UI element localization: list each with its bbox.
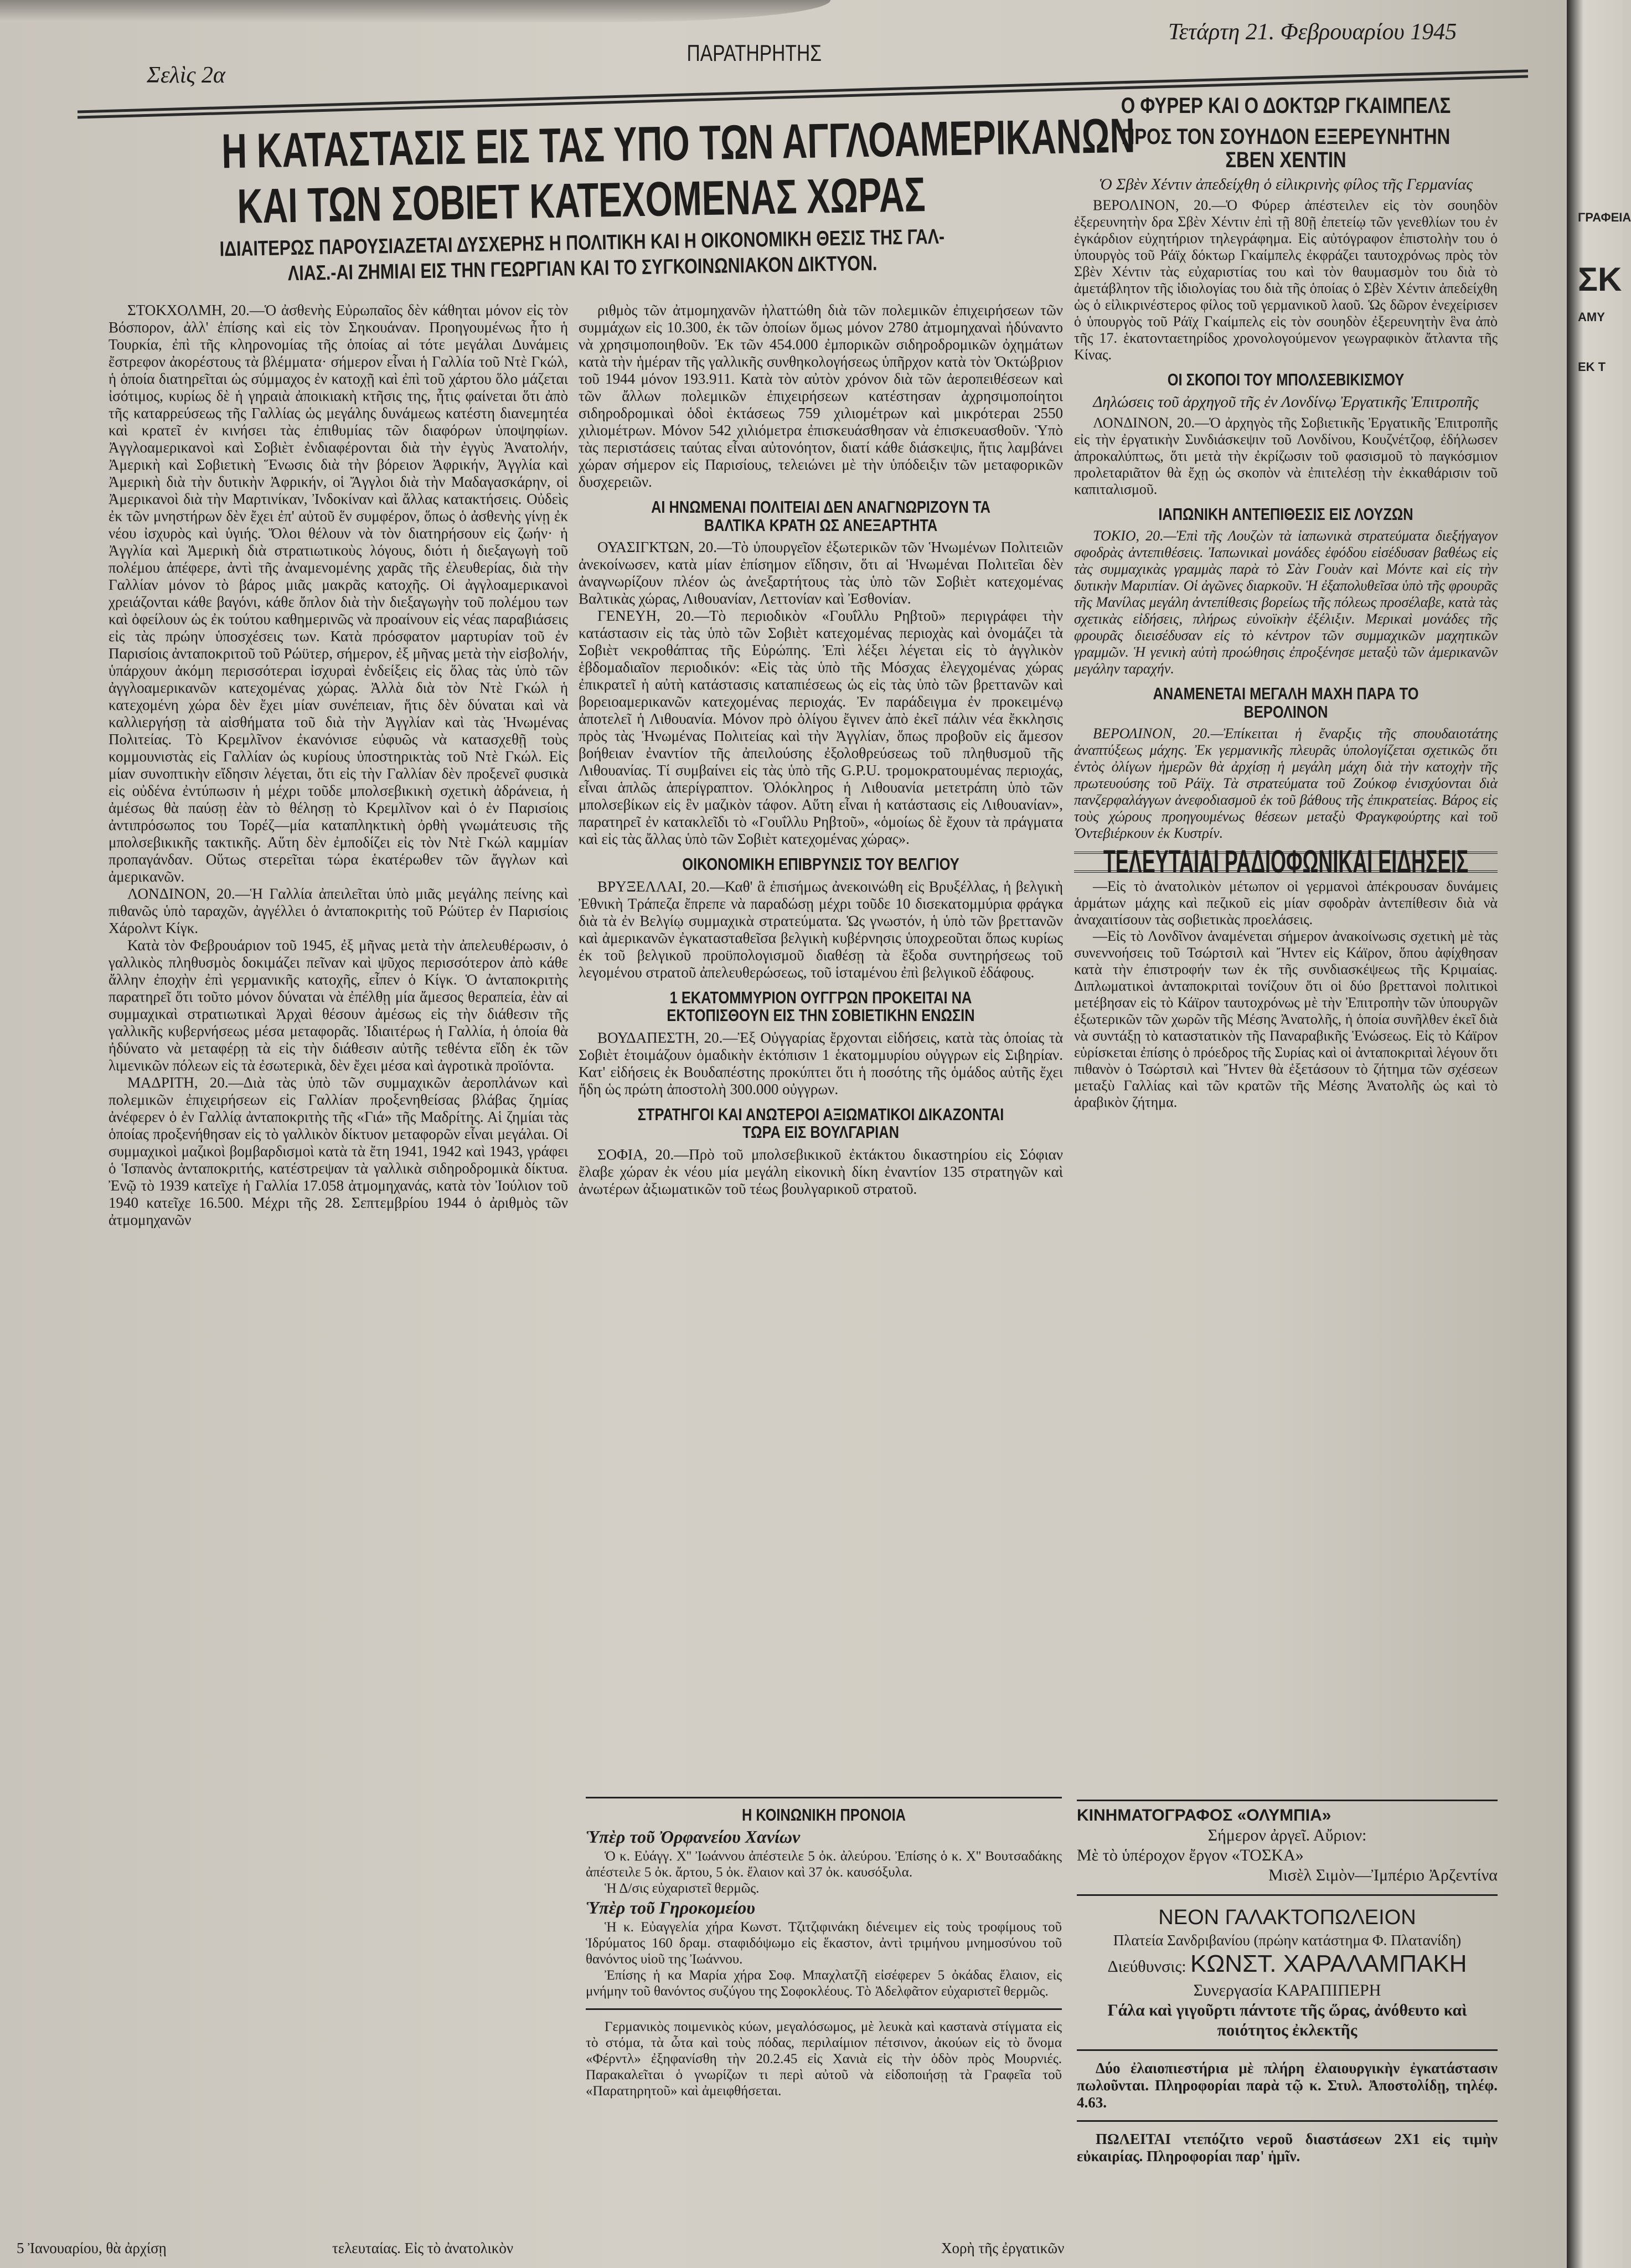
edge-fragment: ΓΡΑΦΕΙΑ — [1578, 210, 1631, 224]
oil-press-ad: Δύο ἐλαιοπιεστήρια μὲ πλήρη ἐλαιουργικὴν ἐγκατάστασιν πωλοῦνται. Πληροφορίαι παρὰ τῷ κ. Στυλ. Ἀποστολίδῃ, τηλέφ. 4.63. — [1077, 2060, 1498, 2111]
nursing-home-subtitle: Ὑπὲρ τοῦ Γηροκομείου — [586, 1897, 755, 1918]
article-paragraph: ΣΤΟΚΧΟΛΜΗ, 20.—Ὁ ἀσθενὴς Εὐρωπαῖος δὲν κάθηται μόνον εἰς τὸν Βόσπορον, ἀλλ' ἐπίσης καὶ εἰς τὸν Σηκουάναν. Προηγουμένως ἦτο ἡ Τουρκία, ἐπὶ τῆς κληρονομίας τῆς ὁποίας αἱ τότε μεγάλαι Δυνάμεις ἔστρεφον ἀκορέστους τὰ βλέμματα· σήμερον εἶναι ἡ Γαλλία τοῦ Ντὲ Γκώλ, ἡ ὁποία διατηρεῖται ὡς σύμμαχος ἐν κατοχῇ καὶ ἐπὶ τοῦ χάρτου ὅλο μάζεται ἰσότιμος, κυρίως δὲ ἡ γηραιὰ ἀποικιακὴ κτῆσις της, ἧτις φαίνεται ὅτι ἀπὸ τῆς καταρρεύσεως τῆς Γαλλίας ὡς μεγάλης δυνάμεως κατέστη διανεμητέα καὶ κρατεῖ ἐν κινήσει τὰς ἐπιθυμίας τῶν διαφόρων ὑποψηφίων. Ἀγγλοαμερικανοὶ καὶ Σοβιὲτ ἐνδιαφέρονται διὰ τὴν ἐγγὺς Ἀνατολήν, Ἀμερικὴ καὶ Σοβιετικὴ Ἕνωσις διὰ τὴν βόρειον Ἀφρικήν, Ἀγγλία καὶ Ἀμερικὴ διὰ τὴν δυτικὴν Ἀφρικήν, οἱ Ἄγγλοι διὰ τὴν Μαδαγασκάρην, οἱ Ἀμερικανοὶ διὰ τὴν Μαρτινίκαν, Ἰνδοκίναν καὶ ἄλλας κατακτήσεις. Οὐδεὶς ἐκ τῶν μνηστήρων δὲν ἔχει ἐπ' αὐτοῦ ἕν συμφέρον, ὅπως ὁ ἀσθενὴς γίνῃ ἐκ νέου ἰσχυρὸς καὶ ὑγιής. Ὅλοι θέλουν νὰ τὸν διατηρήσουν εἰς ζωήν· ἡ Ἀγγλία καὶ Ἀμερικὴ διὰ στρατιωτικοὺς λόγους, διότι ἡ διεξαγωγὴ τοῦ πολέμου ἀπέφερε, ἀντὶ τῆς ἀναμενομένης χαρᾶς τῆς ἐλευθερίας, διὰ τὴν Γαλλίαν μόνον τὸ βάρος μιᾶς μακρᾶς κατοχῆς. Οἱ ἀγγλοαμερικανοὶ χρειάζονται κάθε βαγόνι, κάθε ὄπλον διὰ τὴν διεξαγωγὴν τοῦ πολέμου των καὶ ὀφείλουν ὡς ἐκ τούτου καθημερινῶς νὰ προαίνουν εἰς νέας παραβιάσεις εἰς τὰς πρώην ὑποσχέσεις των. Κατὰ πρόσφατον μαρτυρίαν τοῦ ἐν Παρισίοις ἀνταποκριτοῦ τοῦ Ρώϋτερ, σήμερον, ἐξ μῆνας μετὰ τὴν εἰσβολήν, ὑπάρχουν ἀκόμη περισσότεραι ἰσχυραὶ ἐνδείξεις εἰς ὅλας τὰς ὑπὸ τῶν ἀγγλοαμερικανῶν κατεχομένας χώρας. Ἀλλὰ διὰ τὸν Ντὲ Γκώλ ἡ κατεχομένη χώρα δὲν ἔχει μίαν συνέπειαν, ἥτις δὲν δύναται καὶ νὰ καλλιεργήσῃ τὰ αἰσθήματα τοῦ διὰ τὴν Ἀγγλίαν καὶ τὰς Ἡνωμένας Πολιτείας. Τὸ Κρεμλῖνον ἐκανόνισε εὐφυῶς νὰ κατασχεθῇ τοὺς κομμουνιστὰς εἰς Γαλλίαν ὡς κυρίους ὑποστηρικτὰς τοῦ Ντὲ Γκώλ. Εἰς μίαν συνοπτικὴν εἴδησιν λέγεται, ὅτι εἰς τὴν Γαλλίαν δὲν προξενεῖ φυσικὰ εἰς οὐδένα ἐντύπωσιν ἡ μέχρι τοῦδε μπολσεβικικὴ σχετικὴ ἀδράνεια, ἡ ἀμέσως θὰ παύσῃ ἐὰν τὸ θέλησῃ τὸ Κρεμλῖνον καὶ ὁ ἐν Παρισίοις ἀντιπρόσωπος του Τορέζ—μία καταπληκτικὴ ὀρθὴ γνωμάτευσις τῆς μπολσεβικικῆς τακτικῆς. Αὕτη δὲν ἐμποδίζει εἰς τὸν Ντὲ Γκώλ καμμίαν προπαγάνδαν. Οὕτως στερεῖται τώρα ἑκατέρωθεν τῶν ἄγγλων καὶ ἀμερικανῶν. — [109, 302, 568, 885]
bottom-fragment: τελευταίας. Εἰς τὸ ἀνατολικὸν — [332, 2240, 514, 2256]
article-paragraph: ΣΟΦΙΑ, 20.—Πρὸ τοῦ μπολσεβικικοῦ ἐκτάκτου δικαστηρίου εἰς Σόφιαν ἔλαβε χώραν ἐκ νέου μία μεγάλη εἰκονικὴ δίκη ἐναντίον 135 στρατηγῶν καὶ ἀνωτέρων ἀξιωματικῶν τοῦ τέως βουλγαρικοῦ στρατοῦ. — [579, 1146, 1063, 1197]
dairy-title: ΝΕΟΝ ΓΑΛΑΚΤΟΠΩΛΕΙΟΝ — [1158, 1906, 1416, 1929]
article-paragraph: ΒΕΡΟΛΙΝΟΝ, 20.—Ὁ Φύρερ ἀπέστειλεν εἰς τὸν σουηδὸν ἐξερευνητὴν δρα Σβὲν Χέντιν ἐπὶ τῇ 80ῇ ἐπετείῳ τῶν γενεθλίων του ἐν ἐγκάρδιον εὐχητήριον τηλεγράφημα. Εἰς αὐτόγραφον ἐπιστολὴν του ὁ ὑπουργὸς τοῦ Ράϊχ δόκτωρ Γκαίμπελς ἐκφράζει ταυτοχρόνως πρὸς τὸν Σβὲν Χέντιν τὰς εὐχαριστίας του καὶ τὸν θαυμασμὸν του διὰ τὸ ἀμετάβλητον τῆς ἰδιολογίας του διὰ τῆς ὁποίας ὁ Σβὲν Χέντιν ἀπεδείχθη ὡς ὁ εἰλικρινέστερος φίλος τοῦ γερμανικοῦ λαοῦ. Ὡς δῶρον ἐνεχείρισεν ὁ ὑπουργὸς τοῦ Ράϊχ Γκαίμπελς εἰς τὸν σουηδὸν ἐξερευνητὴν ἓνα ἀπὸ τῆς 17. ἑκατονταετηρίδος χρονολογούμενον γεωγραφικὸν ἄτλαντα τῆς Κίνας. — [1074, 197, 1498, 363]
dairy-slogan: Γάλα καὶ γιγοῦρτι πάντοτε τῆς ὥρας, ἀνόθευτο καὶ ποιότητος ἐκλεκτῆς — [1107, 2001, 1467, 2039]
bottom-fragment: Χορὴ τῆς ἐργατικῶν — [941, 2240, 1065, 2256]
cinema-title: ΚΙΝΗΜΑΤΟΓΡΑΦΟΣ «ΟΛΥΜΠΙΑ» — [1077, 1806, 1331, 1824]
orphanage-subtitle: Ὑπὲρ τοῦ Ὀρφανείου Χανίων — [586, 1826, 801, 1847]
main-headline-line-1: Η ΚΑΤΑΣΤΑΣΙΣ ΕΙΣ ΤΑΣ ΥΠΟ ΤΩΝ ΑΓΓΛΟΑΜΕΡΙΚΑΝΩΝ — [221, 107, 1136, 179]
donation-text: Ἡ κ. Εὐαγγελία χήρα Κωνστ. Τζιτζιφινάκη διένειμεν εἰς τοὺς τροφίμους τοῦ Ἱδρύματος 160 δραμ. σταφιδόψωμο εἰς ἕκαστον, ἀντὶ τριμήνου μνημοσύνου τοῦ θανόντος υἱοῦ της Ἰωάννου. — [586, 1919, 1062, 1967]
radio-news-item: —Εἰς τὸ ἀνατολικὸν μέτωπον οἱ γερμανοὶ ἀπέκρουσαν δυνάμεις ἁρμάτων μάχης καὶ πεζικοῦ εἰς μίαν σφοδρὰν ἀντεπίθεσιν διὰ νὰ ἀναχαιτίσουν τὰς σοβιετικὰς προελάσεις. — [1074, 878, 1498, 928]
fuhrer-headline-2: ΠΡΟΣ ΤΟΝ ΣΟΥΗΔΟΝ ΕΞΕΡΕΥΝΗΤΗΝ ΣΒΕΝ ΧΕΝΤΙΝ — [1121, 125, 1451, 172]
page-number: Σελὶς 2α — [147, 63, 225, 88]
fuhrer-headline-1: Ο ΦΥΡΕΡ ΚΑΙ Ο ΔΟΚΤΩΡ ΓΚΑΙΜΠΕΛΣ — [1121, 94, 1451, 118]
social-welfare-title: Η ΚΟΙΝΩΝΙΚΗ ΠΡΟΝΟΙΑ — [741, 1805, 906, 1824]
dairy-address: Πλατεία Σανδριβανίου (πρώην κατάστημα Φ. Πλατανίδη) — [1113, 1932, 1462, 1949]
article-paragraph: ΛΟΝΔΙΝΟΝ, 20.—Ἡ Γαλλία ἀπειλεῖται ὑπὸ μιᾶς μεγάλης πείνης καὶ πιθανῶς ὑπὸ ταραχῶν, ἀγγέλλει ὁ ἀνταποκριτὴς τοῦ Ρώϋτερ ἐν Παρισίοις Χάρολντ Κίγκ. — [109, 885, 568, 936]
classified-ads — [1077, 1800, 1498, 2238]
donation-text: Ὁ κ. Εὐάγγ. Χ'' Ἰωάννου ἀπέστειλε 5 ὀκ. ἀλεύρου. Ἐπίσης ὁ κ. Χ'' Βουτσαδάκης ἀπέστειλε 5 ὀκ. ἄρτου, 5 ὀκ. ἔλαιον καὶ 37 ὀκ. καυσόξυλα. — [586, 1848, 1062, 1880]
main-article-column — [109, 302, 568, 2229]
berlin-headline: ΑΝΑΜΕΝΕΤΑΙ ΜΕΓΑΛΗ ΜΑΧΗ ΠΑΡΑ ΤΟ ΒΕΡΟΛΙΝΟΝ — [1153, 684, 1419, 721]
main-subhead-line-1: ΙΔΙΑΙΤΕΡΩΣ ΠΑΡΟΥΣΙΑΖΕΤΑΙ ΔΥΣΧΕΡΗΣ Η ΠΟΛΙΤΙΚΗ ΚΑΙ Η ΟΙΚΟΝΟΜΙΚΗ ΘΕΣΙΣ ΤΗΣ ΓΑΛ- — [219, 225, 945, 261]
article-paragraph: ΤΟΚΙΟ, 20.—Ἐπὶ τῆς Λουζὼν τὰ ἰαπωνικὰ στρατεύματα διεξήγαγον σφοδρὰς ἀντεπιθέσεις. Ἰαπωνικαὶ μονάδες ἐφόδου εἰσέδυσαν βαθέως εἰς τὰς συμμαχικὰς γραμμὰς παρὰ τὸ Σὰν Γουὰν καὶ Μόντε καὶ εἰς τὴν δυτικὴν Μαριπίαν. Οἱ ἀγῶνες διαρκοῦν. Ἡ ἐξαπολυθεῖσα ὑπὸ τῆς φρουρᾶς τῆς Μανίλας μεγάλη ἀντεπίθεσις βορείως τῆς πόλεως προσέλαβε, κατὰ τὰς σχετικὰς εἰδήσεις, πλήρως εὐνοϊκὴν ἐξέλιξιν. Μερικαὶ μονάδες τῆς φρουρᾶς διεισέδυσαν εἰς τὸ κέντρον τῶν συμμαχικῶν μαχητικῶν γραμμῶν. Ἡ γενικὴ αὐτὴ προώθησις ἐπροξένησε μεταξὺ τῶν ἀμερικανῶν μεγάλην ταραχήν. — [1074, 528, 1498, 677]
right-column — [1074, 94, 1498, 1794]
bolshevism-subtitle: Δηλώσεις τοῦ ἀρχηγοῦ τῆς ἐν Λονδίνῳ Ἐργατικῆς Ἐπιτροπῆς — [1093, 393, 1479, 411]
main-headline-block — [82, 107, 1136, 290]
bolshevism-headline: ΟΙ ΣΚΟΠΟΙ ΤΟΥ ΜΠΟΛΣΕΒΙΚΙΣΜΟΥ — [1167, 370, 1405, 389]
edge-fragment: ΑΜΥ — [1578, 310, 1605, 324]
divider — [1077, 2120, 1498, 2122]
radio-news-headline: ΤΕΛΕΥΤΑΙΑΙ ΡΑΔΙΟΦΩΝΙΚΑΙ ΕΙΔΗΣΕΙΣ — [1103, 844, 1469, 880]
radio-news-banner — [1074, 844, 1498, 880]
article-paragraph: ΓΕΝΕΥΗ, 20.—Τὸ περιοδικὸν «Γουΐλλυ Ρηβτοῦ» περιγράφει τὴν κατάστασιν εἰς τὰς ὑπὸ τῶν Σοβιὲτ κατεχομένας περιοχὰς καὶ ὀνομάζει τὰ Σοβιὲτ νεκροθάπτας τῆς Εὐρώπης. Ἐπὶ λέξει λέγεται εἰς τὸ ἀγγλικὸν ἑβδομαδιαῖον περιοδικόν: «Εἰς τὰς ὑπὸ τῆς Μόσχας ἐλεγχομένας χώρας ἐπικρατεῖ ἡ αὐτὴ κατάστασις καταπιέσεως ὡς εἰς τὰς ὑπὸ τῶν βρεττανῶν καὶ βορειοαμερικανῶν κατεχομένας περιοχάς. Ἐν παράδειγμα ἐν προκειμένῳ ἀποτελεῖ ἡ Λιθουανία. Μόνον πρὸ ὀλίγου ἔγινεν ἀπὸ ἐκεῖ πάλιν νέα ἔκκλησις πρὸς τὰς Ἡνωμένας Πολιτείας καὶ τὴν Ἀγγλίαν, ὅπως προβοῦν εἰς ἄμεσον βοήθειαν ἐναντίον τῆς ἀπειλούσης ἐξολοθρεύσεως τοῦ πληθυσμοῦ τῆς Λιθουανίας. Τί συμβαίνει εἰς τὰς ὑπὸ τῆς G.P.U. τρομοκρατουμένας περιοχάς, εἶναι ἁπλῶς ἀπερίγραπτον. Ὁλόκληρος ἡ Λιθουανία μετετράπη ὑπὸ τῶν μπολσεβίκων εἰς ἓν μαζικὸν τάφον. Αὕτη εἶναι ἡ κατάστασις εἰς Λιθουανίαν», παρατηρεῖ ἐν κατακλεῖδι τὸ «Γουΐλλυ Ρηβτοῦ», «ὁμοίως δὲ ἔχουν τὰ πράγματα καὶ εἰς τὰς ἄλλας ὑπὸ τῶν Σοβιὲτ κατεχομένας χώρας». — [579, 607, 1063, 848]
section-headline: ΑΙ ΗΝΩΜΕΝΑΙ ΠΟΛΙΤΕΙΑΙ ΔΕΝ ΑΝΑΓΝΩΡΙΖΟΥΝ ΤΑ ΒΑΛΤΙΚΑ ΚΡΑΤΗ ΩΣ ΑΝΕΞΑΡΤΗΤΑ — [651, 497, 990, 535]
section-headline: ΟΙΚΟΝΟΜΙΚΗ ΕΠΙΒΡΥΝΣΙΣ ΤΟΥ ΒΕΛΓΙΟΥ — [682, 854, 959, 874]
divider — [1077, 2049, 1498, 2051]
fuhrer-subtitle: Ὁ Σβὲν Χέντιν ἀπεδείχθη ὁ εἰλικρινὴς φίλος τῆς Γερμανίας — [1098, 176, 1473, 193]
section-headline: ΣΤΡΑΤΗΓΟΙ ΚΑΙ ΑΝΩΤΕΡΟΙ ΑΞΙΩΜΑΤΙΚΟΙ ΔΙΚΑΖΟΝΤΑΙ ΤΩΡΑ ΕΙΣ ΒΟΥΛΓΑΡΙΑΝ — [637, 1104, 1004, 1142]
article-paragraph: ΒΟΥΔΑΠΕΣΤΗ, 20.—Ἐξ Οὐγγαρίας ἔρχονται εἰδήσεις, κατὰ τὰς ὁποίας τὰ Σοβιὲτ ἑτοιμάζουν ὁμαδικὴν ἐκτόπισιν 1 ἑκατομμυρίου οὐγγρων εἰς Σιβηρίαν. Κατ' εἰδήσεις ἐκ Βουδαπέστης προκύπτει ὅτι ἡ ποσότης τῆς ὁμάδος αὐτῆς ἔχει ἤδη ὡς πρώτη ἀποστολὴ 300.000 οὐγγρων. — [579, 1029, 1063, 1097]
cinema-line: Σήμερον ἀργεῖ. Αὔριον: — [1207, 1826, 1367, 1844]
bottom-fragment: 5 Ἰανουαρίου, θὰ ἀρχίσῃ — [17, 2240, 167, 2256]
middle-column — [579, 302, 1063, 1791]
dairy-management-label: Διεύθυνσις: — [1107, 1957, 1186, 1976]
scan-shadow — [0, 0, 830, 22]
edge-fragment: ΕΚ Τ — [1578, 360, 1606, 374]
divider — [1077, 1894, 1498, 1896]
social-welfare-box — [586, 1797, 1062, 2236]
edge-fragment: ΣΚ — [1578, 261, 1622, 298]
dairy-partner: Συνεργασία ΚΑΡΑΠΙΠΕΡΗ — [1193, 1981, 1381, 1999]
article-paragraph: ΜΑΔΡΙΤΗ, 20.—Διὰ τὰς ὑπὸ τῶν συμμαχικῶν ἀεροπλάνων καὶ πολεμικῶν ἐπιχειρήσεων εἰς Γαλλίαν προξενηθείσας βλάβας ζημίας ἀνέφερεν ὁ ἐν Γαλλίᾳ ἀνταποκριτὴς τῆς «Γιά» τῆς Μαδρίτης. Αἱ ζημίαι τὰς ὁποίας προξενήθησαν εἰς τὸ γαλλικὸν δίκτυον μεταφορῶν εἶναι μεγάλαι. Οἱ συμμαχικοὶ μαζικοὶ βομβαρδισμοὶ κατὰ τὰ ἔτη 1941, 1942 καὶ 1943, γράφει ὁ Ἱσπανὸς ἀνταποκριτής, κατέστρεψαν τὰ γαλλικὰ σιδηροδρομικὰ δίκτυα. Ἐνῷ τὸ 1939 κατεῖχε ἡ Γαλλία 17.058 ἀτμομηχανάς, κατὰ τὸν Ἰούλιον τοῦ 1940 κατεῖχε 16.500. Μέχρι τῆς 28. Σεπτεμβρίου 1944 ὁ ἀριθμὸς τῶν ἀτμομηχανῶν — [109, 1074, 568, 1228]
adjacent-page-edge — [1567, 0, 1631, 2268]
main-headline-line-2: ΚΑΙ ΤΩΝ ΣΟΒΙΕΤ ΚΑΤΕΧΟΜΕΝΑΣ ΧΩΡΑΣ — [236, 167, 926, 234]
article-paragraph: Κατὰ τὸν Φεβρουάριον τοῦ 1945, ἐξ μῆνας μετὰ τὴν ἀπελευθέρωσιν, ὁ γαλλικὸς πληθυσμὸς δοκιμάζει πεῖναν καὶ ψῦχος περισσότερον ἀπὸ κάθε ἄλλην ἐποχὴν ἐπὶ γερμανικῆς κατοχῆς, εἶπεν ὁ Κίγκ. Ὁ ἀνταποκριτὴς παρατηρεῖ ὅτι τοῦτο μόνον δύναται νὰ ἐπέλθῃ μία ἄμεσος θεραπεία, ἐὰν αἱ συμμαχικαὶ στρατιωτικαὶ Ἀρχαὶ θέσουν ἀμέσως εἰς τὴν διάθεσιν τῆς γαλλικῆς κυβερνήσεως μέσα μεταφορᾶς. Ἰδιαιτέρως ἡ Γαλλία, ἡ ὁποία θὰ ἠδύνατο νὰ μεταφέρῃ τὰ εἰς τὴν διάθεσιν αὐτῆς τεθέντα εἴδη ἐκ τῶν λιμενικῶν πόλεων εἰς τὰ ἐσωτερικὰ, δὲν ἔχει μέσα καὶ ἀγροτικὰ προϊόντα. — [109, 937, 568, 1074]
main-subhead-line-2: ΛΙΑΣ.-ΑΙ ΖΗΜΙΑΙ ΕΙΣ ΤΗΝ ΓΕΩΡΓΙΑΝ ΚΑΙ ΤΟ ΣΥΓΚΟΙΝΩΝΙΑΚΟΝ ΔΙΚΤΥΟΝ. — [287, 251, 878, 286]
cinema-cast: Μισὲλ Σιμὸν—Ἰμπέριο Ἀρζεντίνα — [1268, 1866, 1498, 1884]
article-paragraph: ΛΟΝΔΙΝΟΝ, 20.—Ὁ ἀρχηγὸς τῆς Σοβιετικῆς Ἐργατικῆς Ἐπιτροπῆς εἰς τὴν ἐργατικὴν Συνδιάσκεψιν τοῦ Λονδίνου, Κουζνέτζοφ, ἐδήλωσεν ἀπροκαλύπτως, ὅτι μετὰ τὴν ἐκρίζωσιν τοῦ φασισμοῦ τὸ παγκόσμιον προλεταριᾶτον θὰ ἔχῃ ὡς σκοπὸν νὰ ἐπιτελέσῃ τὴν ἐκκαθάρισιν τοῦ καπιταλισμοῦ. — [1074, 414, 1498, 497]
article-paragraph: ΟΥΑΣΙΓΚΤΩΝ, 20.—Τὸ ὑπουργεῖον ἐξωτερικῶν τῶν Ἡνωμένων Πολιτειῶν ἀνεκοίνωσεν, κατὰ μίαν ἐπίσημον εἴδησιν, ὅτι αἱ Ἡνωμέναι Πολιτεῖαι δὲν ἀναγνωρίζουν πλέον ὡς ἀνεξαρτήτους τὰς ὑπὸ τῶν Σοβιὲτ κατεχομένας Βαλτικὰς χώρας, Λιθουανίαν, Λεττονίαν καὶ Ἐσθονίαν. — [579, 539, 1063, 607]
dairy-management — [1077, 1950, 1498, 1981]
radio-news-item: —Εἰς τὸ Λονδῖνον ἀναμένεται σήμερον ἀνακοίνωσις σχετικὴ μὲ τὰς συνεννοήσεις τοῦ Τσώρτσιλ καὶ Ἤντεν εἰς Κάϊρον, ὅπου ἀφίχθησαν κατὰ τὴν ἐπιστροφήν των ἐκ τῆς συνδιασκέψεως τῆς Κριμαίας. Διπλωματικοὶ ἀνταποκριταὶ τονίζουν ὅτι οἱ δύο βρεττανοὶ πολιτικοὶ μετέβησαν εἰς τὸ Κάϊρον ταυτοχρόνως μὲ τὴν Ἐπιτροπὴν τῶν ὑπουργῶν ἐξωτερικῶν τῶν χωρῶν τῆς Μέσης Ἀνατολῆς, ἡ ὁποία συνῆλθεν ἐκεῖ διὰ νὰ συντάξῃ τὸ καταστατικὸν τῆς Παναραβικῆς Ἑνώσεως. Εἰς τὸ Κάϊρον εὑρίσκεται ἐπίσης ὁ πρόεδρος τῆς Συρίας καὶ οἱ ἀνταποκριταὶ λέγουν ὅτι πιθανὸν ὁ Τσώρτσιλ καὶ Ἤντεν θὰ ἐξετάσουν τὸ ζήτημα τῶν σχέσεων μεταξὺ Γαλλίας καὶ τῶν κρατῶν τῆς Μέσης Ἀνατολῆς ὡς καὶ τὸ ἀραβικὸν ζήτημα. — [1074, 928, 1498, 1111]
article-continuation: ριθμὸς τῶν ἀτμομηχανῶν ἠλαττώθη διὰ τῶν πολεμικῶν ἐπιχειρήσεων τῶν συμμάχων εἰς 10.300, ἐκ τῶν ὁποίων ὅμως μόνον 2780 ἀτμομηχαναὶ ἠδύναντο νὰ χρησιμοποιηθοῦν. Ἐκ τῶν 454.000 ἐμπορικῶν σιδηροδρομικῶν ὀχημάτων κατὰ τὴν ἡμέραν τῆς γαλλικῆς συνθηκολογήσεως ὑπῆρχον κατὰ τὸν Ὀκτώβριον τοῦ 1944 μόνον 193.911. Κατὰ τὸν αὐτὸν χρόνον διὰ τῶν ἀεροπειθέσεων καὶ τῶν ἄλλων πολεμικῶν ἐπιχειρήσεων κατέστησαν ἀχρησιμοποίητοι σιδηροδρομικαὶ ὁδοὶ ἐκτάσεως 759 χιλιομέτρων καὶ μικρότεραι 2550 χιλιομέτρων. Μόνον 542 χιλιόμετρα ἐπισκευάσθησαν νὰ ἐπισκευασθοῦν. Ὑπὸ τὰς περιστάσεις ταύτας εἶναι αὐτονόητον, διατί κάθε διάσκεψις, ἥτις λαμβάνει χώραν σήμερον εἰς Παρισίους, τελειώνει μὲ τὴν ὑπόδειξιν τῶν μεταφορικῶν δυσχερειῶν. — [579, 302, 1063, 490]
donation-text: Ἡ Δ/σις εὐχαριστεῖ θερμῶς. — [605, 1880, 760, 1896]
section-headline: 1 ΕΚΑΤΟΜΜΥΡΙΟΝ ΟΥΓΓΡΩΝ ΠΡΟΚΕΙΤΑΙ ΝΑ ΕΚΤΟΠΙΣΘΟΥΝ ΕΙΣ ΤΗΝ ΣΟΒΙΕΤΙΚΗΝ ΕΝΩΣΙΝ — [667, 987, 975, 1025]
lost-dog-notice: Γερμανικὸς ποιμενικὸς κύων, μεγαλόσωμος, μὲ λευκὰ καὶ καστανὰ στίγματα εἰς τὸ στόμα, τὰ ὦτα καὶ τοὺς πόδας, περιλαίμιον πέτσινον, ἀκούων εἰς τὸ ὄνομα «Φέρντλ» ἐξηφανίσθη τὴν 20.2.45 εἰς Χανιὰ εἰς τὴν ὁδὸν πρὸς Μουρνιές. Παρακαλεῖται ὁ γνωρίζων τι περὶ αὐτοῦ νὰ εἰδοποιήσῃ τὰ Γραφεῖα τοῦ «Παρατηρητοῦ» καὶ ἀμειφθήσεται. — [586, 2019, 1062, 2099]
luzon-headline: ΙΑΠΩΝΙΚΗ ΑΝΤΕΠΙΘΕΣΙΣ ΕΙΣ ΛΟΥΖΩΝ — [1158, 504, 1413, 524]
dairy-owner: ΚΩΝΣΤ. ΧΑΡΑΛΑΜΠΑΚΗ — [1190, 1950, 1467, 1977]
donation-text: Ἐπίσης ἡ κα Μαρία χήρα Σοφ. Μπαχλατζῆ εἰσέφερεν 5 ὀκάδας ἔλαιον, εἰς μνήμην τοῦ θανόντος συζύγου της Σοφοκλέους. Τὸ Ἀδελφᾶτον εὐχαριστεῖ θερμῶς. — [586, 1967, 1062, 1999]
divider — [586, 2008, 1062, 2010]
for-sale-ad: ΠΩΛΕΙΤΑΙ ντεπόζιτο νεροῦ διαστάσεων 2Χ1 εἰς τιμὴν εὐκαιρίας. Πληροφορίαι παρ' ἡμῖν. — [1077, 2131, 1498, 2164]
cinema-line: Μὲ τὸ ὑπέροχον ἔργον «ΤΟΣΚΑ» — [1077, 1846, 1304, 1864]
article-paragraph: ΒΡΥΞΕΛΛΑΙ, 20.—Καθ' ἃ ἐπισήμως ἀνεκοινώθη εἰς Βρυξέλλας, ἡ βελγικὴ Ἐθνικὴ Τράπεζα ἔπρεπε νὰ παραδώσῃ μέχρι τοῦδε 10 δισεκατομμύρια φράγκα διὰ τὰ ἐν Βελγίῳ συμμαχικὰ στρατεύματα. Ὡς γνωστόν, ἡ ὑπὸ τῶν βρεττανῶν καὶ ἀμερικανῶν ἐγκατασταθεῖσα βελγικὴ κυβέρνησις ὑποχρεοῦται ὅπως κυρίως ἐκ τοῦ βελγικοῦ προϋπολογισμοῦ διαθέσῃ τὰ ἔξοδα συντηρήσεως τοῦ λεγομένου στρατοῦ ἀπελευθερώσεως, τοῦ ἱσταμένου ἐπὶ βελγικοῦ ἐδάφους. — [579, 878, 1063, 981]
article-paragraph: ΒΕΡΟΛΙΝΟΝ, 20.—Ἐπίκειται ἡ ἔναρξις τῆς σπουδαιοτάτης ἀναπτύξεως μάχης. Ἐκ γερμανικῆς πλευρᾶς ὑπολογίζεται σχετικῶς ὅτι ἐντὸς ὀλίγων ἡμερῶν θὰ ἀρχίσῃ ἡ μεγάλη μάχη διὰ τὴν κατοχὴν τῆς πρωτευούσης τοῦ Ράϊχ. Τὰ στρατεύματα τοῦ Ζούκοφ ἐνισχύονται διὰ πανζερφαλάγγων ἀνεφοδιασμοῦ ἐκ τοῦ βάθους τῆς ἐπικρατείας. Βάρος εἰς τοὺς χώρους προηγουμένως θέσεων μεταξὺ Φραγκφούρτης καὶ τοῦ Ὀντεβιέρκουν ἐκ Κυστρίν. — [1074, 725, 1498, 842]
masthead: ΠΑΡΑΤΗΡΗΤΗΣ — [687, 40, 822, 66]
issue-date: Τετάρτη 21. Φεβρουαρίου 1945 — [1168, 19, 1457, 45]
